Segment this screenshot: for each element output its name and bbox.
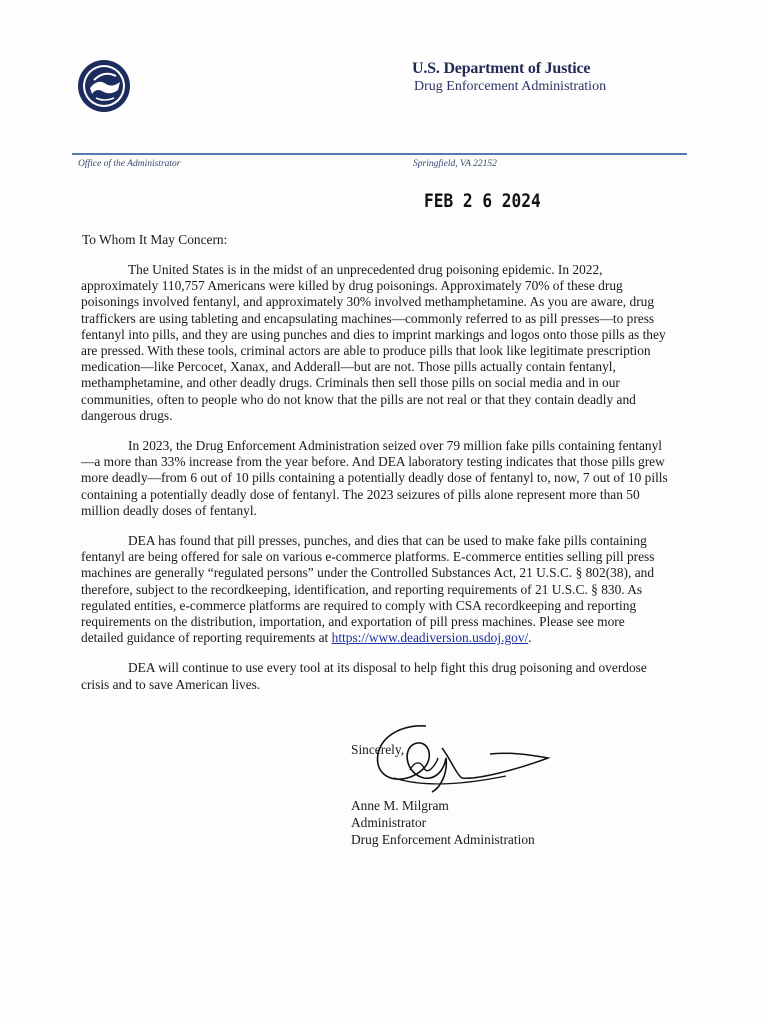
paragraph-4: DEA will continue to use every tool at its disposal to help fight this drug poisoning and overdose crisis and to save American lives. [81, 660, 647, 692]
closing: Sincerely, [351, 742, 405, 757]
doj-seal-icon [76, 58, 132, 114]
signer-agency: Drug Enforcement Administration [351, 832, 535, 847]
signature-block [351, 797, 535, 848]
deadiversion-link[interactable]: https://www.deadiversion.usdoj.gov/ [331, 630, 529, 646]
paragraph-1: The United States is in the midst of an unprecedented drug poisoning epidemic. In 2022, approximately 110,757 Americans were killed by drug poisonings. Approximately 70% of these drug poisonings involved fentanyl, and approximately 30% involved methamphetamine. As you are aware, drug traffickers are using tableting and encapsulating machines—commonly referred to as pill presses—to press fentanyl into pills, and they are using punches and dies to imprint markings and logos onto those pills as they are pressed. With these tools, criminal actors are able to produce pills that look like legitimate prescription medication—like Percocet, Xanax, and Adderall—but are not. Those pills actually contain fentanyl, methamphetamine, and other deadly drugs. Criminals then sell those pills on social media and in our communities, often to people who do not know that the pills are not real or that they contain deadly and dangerous drugs. [81, 262, 666, 423]
letter-body [81, 262, 669, 707]
department-name: U.S. Department of Justice [412, 60, 591, 77]
office-label: Office of the Administrator [78, 159, 181, 169]
date-stamp: FEB 2 6 2024 [424, 190, 541, 212]
signer-name: Anne M. Milgram [351, 798, 449, 813]
agency-name: Drug Enforcement Administration [414, 79, 607, 94]
paragraph-3 [81, 533, 669, 646]
location-label: Springfield, VA 22152 [413, 159, 497, 169]
signer-title: Administrator [351, 815, 427, 830]
salutation: To Whom It May Concern: [82, 232, 228, 247]
link-trailing-period: . [528, 630, 532, 646]
paragraph-3-text: DEA has found that pill presses, punches, and dies that can be used to make fake pills containing fentanyl are being offered for sale on various e-commerce platforms. E-commerce entities selling pill press machines are generally “regulated persons” under the Controlled Substances Act, 21 U.S.C. § 802(38), and therefore, subject to the recordkeeping, identification, and reporting requirements of 21 U.S.C. § 830. As regulated entities, e-commerce platforms are required to comply with CSA recordkeeping and reporting requirements on the distribution, importation, and exportation of pill press machines. Please see more detailed guidance of reporting requirements at [81, 533, 655, 646]
signature-icon [366, 718, 566, 798]
paragraph-2: In 2023, the Drug Enforcement Administration seized over 79 million fake pills containing fentanyl—a more than 33% increase from the year before. And DEA laboratory testing indicates that those pills grew more deadly—from 6 out of 10 pills containing a potentially deadly dose of fentanyl to, now, 7 out of 10 pills containing a potentially deadly dose of fentanyl. The 2023 seizures of pills alone represent more than 50 million deadly doses of fentanyl. [81, 438, 668, 518]
header-divider [72, 153, 687, 155]
